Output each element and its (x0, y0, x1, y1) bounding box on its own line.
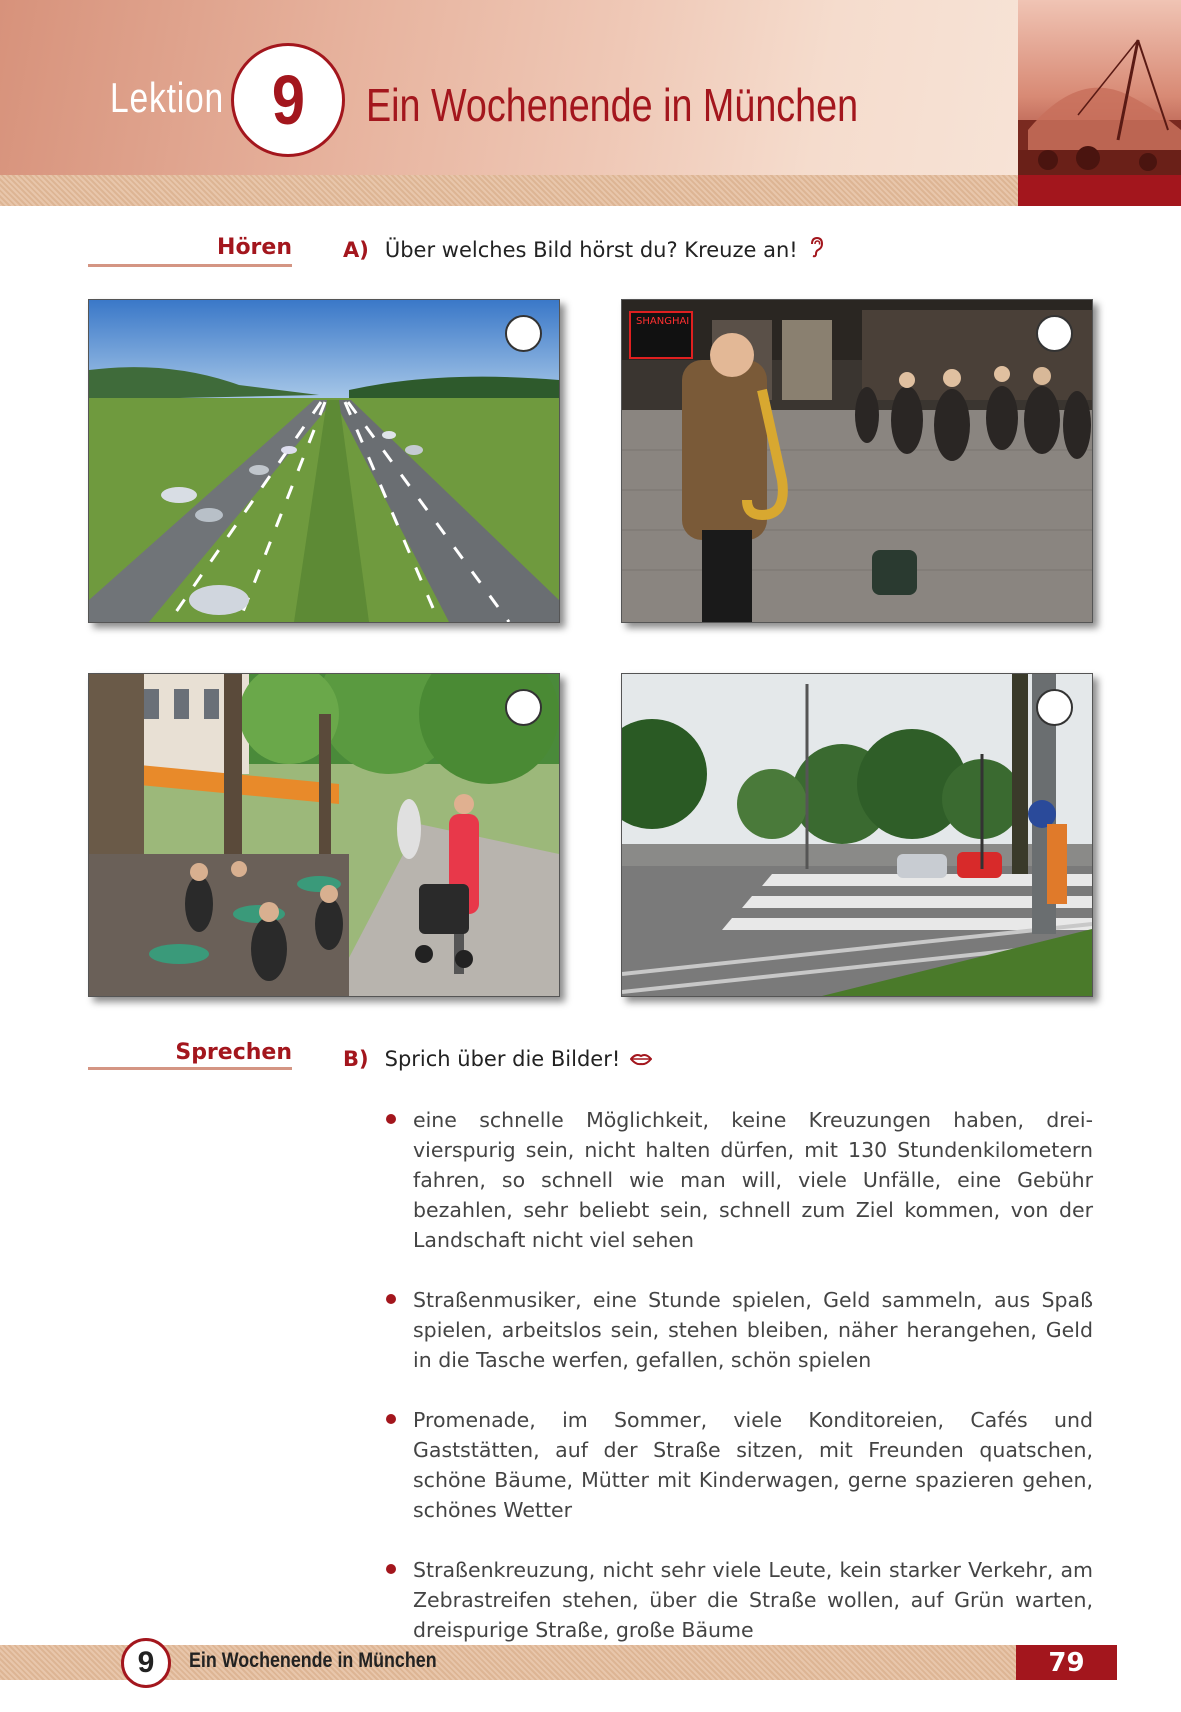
photo-intersection (621, 673, 1093, 997)
task-a-text: Über welches Bild hörst du? Kreuze an! (384, 237, 798, 262)
bullet-text: Straßenmusiker, eine Stunde spielen, Geld sammeln, aus Spaß spielen, arbeitslos sein, stehen bleiben, näher herangehen, Geld in die Tasche werfen, gefallen, schön spielen (413, 1288, 1093, 1372)
photo-autobahn (88, 299, 560, 623)
section-label-sprechen: Sprechen (175, 1040, 292, 1065)
checkbox-photo-intersection[interactable] (1036, 689, 1073, 726)
checkbox-photo-promenade-cafe[interactable] (505, 689, 542, 726)
bullet-text: Straßenkreuzung, nicht sehr viele Leute, kein starker Verkehr, am Zebrastreifen stehen, über die Straße wollen, auf Grün warten, dreispurige Straße, große Bäume (413, 1558, 1093, 1642)
bullet-icon (386, 1414, 396, 1424)
shanghai-sign: SHANGHAI (636, 316, 690, 327)
lektion-label: Lektion (110, 74, 224, 121)
photo-street-musician (621, 299, 1093, 623)
list-item (383, 1105, 1093, 1255)
section-label-hoeren: Hören (217, 235, 292, 260)
photo-promenade-cafe (88, 673, 560, 997)
task-b-text: Sprich über die Bilder! (384, 1047, 621, 1071)
task-a (343, 236, 824, 263)
header-texture-band (0, 175, 1018, 206)
bullet-icon (386, 1114, 396, 1124)
lips-icon (630, 1047, 652, 1071)
bullet-icon (386, 1294, 396, 1304)
bullet-text: Promenade, im Sommer, viele Konditoreien, Cafés und Gaststätten, auf der Straße sitzen, mit Freunden quatschen, schöne Bäume, Mütter mit Kinderwagen, gerne spazieren gehen, schönes Wetter (413, 1408, 1093, 1522)
chapter-number-badge (231, 43, 345, 157)
list-item (383, 1405, 1093, 1525)
vocabulary-list (383, 1105, 1093, 1675)
footer-chapter-badge (121, 1638, 171, 1688)
footer-chapter-number: 9 (137, 1646, 155, 1679)
list-item (383, 1285, 1093, 1375)
checkbox-photo-street-musician[interactable] (1036, 315, 1073, 352)
chapter-number: 9 (271, 61, 305, 139)
bullet-text: eine schnelle Möglichkeit, keine Kreuzungen haben, drei-vierspurig sein, nicht halten dürfen, mit 130 Stundenkilometern fahren, so schnell wie man will, viele Unfälle, eine Gebühr bezahlen, sehr beliebt sein, schnell zum Ziel kommen, von der Landschaft nicht viel sehen (413, 1108, 1093, 1252)
page-number-box (1016, 1645, 1117, 1680)
header-stadium-photo (1018, 0, 1181, 175)
checkbox-photo-autobahn[interactable] (505, 315, 542, 352)
task-a-letter: A) (343, 237, 369, 262)
section-rule-sprechen (88, 1067, 292, 1070)
ear-icon (808, 236, 824, 263)
page-title: Ein Wochenende in München (366, 79, 859, 131)
page-number: 79 (1048, 1647, 1085, 1678)
section-rule-hoeren (88, 264, 292, 267)
header-red-band (1018, 175, 1181, 206)
task-b (343, 1047, 652, 1071)
footer-title: Ein Wochenende in München (189, 1649, 437, 1672)
list-item (383, 1555, 1093, 1645)
bullet-icon (386, 1564, 396, 1574)
task-b-letter: B) (343, 1047, 369, 1071)
